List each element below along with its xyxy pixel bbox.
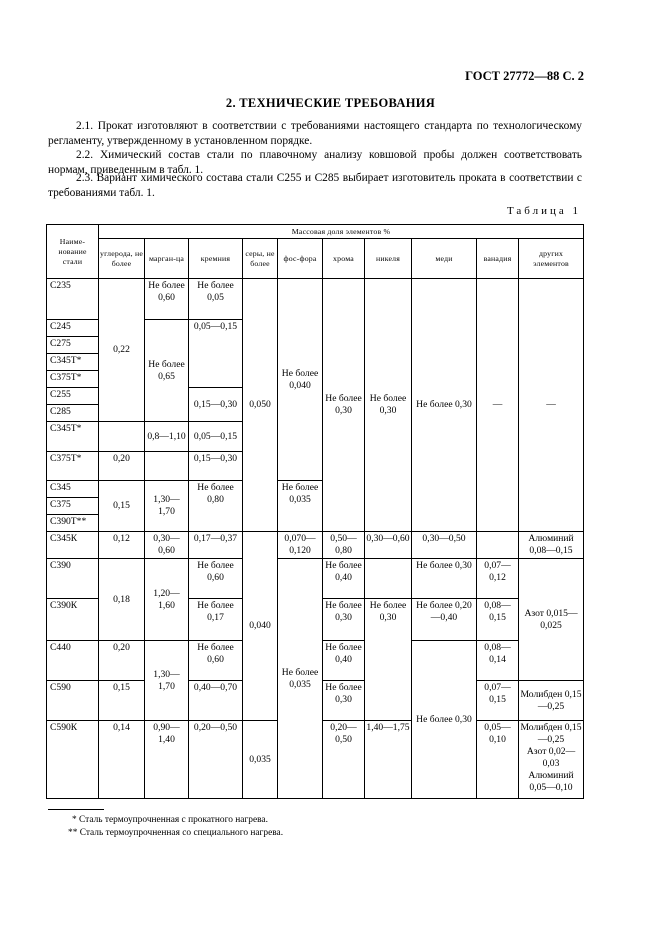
header-nickel: никеля: [365, 239, 412, 279]
ni-c345k: 0,30—0,60: [365, 532, 412, 559]
cr-c345k: 0,50—0,80: [323, 532, 365, 559]
c-c345k: 0,12: [99, 532, 145, 559]
ni-group1: Не более 0,30: [365, 279, 412, 532]
v-c390k: 0,08—0,15: [477, 599, 519, 641]
cu-c390: Не более 0,30: [412, 559, 477, 599]
c-c590k: 0,14: [99, 721, 145, 799]
grade-c590: С590: [47, 681, 99, 721]
si-c390k: Не более 0,17: [189, 599, 243, 641]
empty-ni-c390: [365, 559, 412, 599]
section-title: 2. ТЕХНИЧЕСКИЕ ТРЕБОВАНИЯ: [225, 96, 436, 110]
grade-c590k: С590К: [47, 721, 99, 799]
grade-c375t-2: С375Т*: [47, 452, 99, 481]
s-group2: 0,040: [243, 532, 278, 721]
p-c345k: 0,070—0,120: [278, 532, 323, 559]
cr-c590k: 0,20—0,50: [323, 721, 365, 799]
grade-c390k: С390К: [47, 599, 99, 641]
si-c440: Не более 0,60: [189, 641, 243, 681]
mn-c345: 1,30—1,70: [145, 481, 189, 532]
header-silicon: кремния: [189, 239, 243, 279]
mn-c235: Не более 0,60: [145, 279, 189, 320]
grade-c375t: С375Т*: [47, 371, 99, 388]
other-c590k-aluminium: Алюминий 0,05—0,10: [528, 770, 574, 793]
cu-c390k: Не более 0,20—0,40: [412, 599, 477, 641]
paragraph-2-3: 2.3. Вариант химического состава стали С255 и С285 выбирает изготовитель проката в соответствии с требованиями табл. 1.: [48, 172, 582, 199]
ni-group2: Не более 0,30: [365, 599, 412, 721]
grade-c440: С440: [47, 641, 99, 681]
cr-group1: Не более 0,30: [323, 279, 365, 532]
header-manganese: марган-ца: [145, 239, 189, 279]
cr-c390k: Не более 0,30: [323, 599, 365, 641]
grade-c375: С375: [47, 498, 99, 515]
grade-c345: С345: [47, 481, 99, 498]
si-group1: 0,05—0,15: [189, 320, 243, 388]
c-c375t: 0,20: [99, 452, 145, 481]
v-c590k: 0,05—0,10: [477, 721, 519, 799]
other-c590k: [519, 721, 584, 799]
empty-c-c345t: [99, 422, 145, 452]
mn-c390: 1,20—1,60: [145, 559, 189, 641]
si-c345k: 0,17—0,37: [189, 532, 243, 559]
empty-mn-c375t: [145, 452, 189, 481]
cu-c345k: 0,30—0,50: [412, 532, 477, 559]
cu-group3: Не более 0,30: [412, 641, 477, 799]
c-c345: 0,15: [99, 481, 145, 532]
v-c440: 0,08—0,14: [477, 641, 519, 681]
v-c590: 0,07—0,15: [477, 681, 519, 721]
header-others: других элементов: [519, 239, 584, 279]
grade-c235: С235: [47, 279, 99, 320]
grade-c285: С285: [47, 405, 99, 422]
footnote-2: ** Сталь термоупрочненная со специального нагрева.: [68, 828, 284, 838]
footnote-divider: [48, 809, 104, 810]
c-c440: 0,20: [99, 641, 145, 681]
header-sulfur: серы, не более: [243, 239, 278, 279]
mn-c590k: 0,90—1,40: [145, 721, 189, 799]
header-chromium: хрома: [323, 239, 365, 279]
ni-c590k: 1,40—1,75: [365, 721, 412, 799]
p-group2: Не более 0,035: [278, 559, 323, 799]
si-c255: 0,15—0,30: [189, 388, 243, 422]
header-copper: меди: [412, 239, 477, 279]
other-group1: —: [519, 279, 584, 532]
grade-c390: С390: [47, 559, 99, 599]
si-c345: Не более 0,80: [189, 481, 243, 532]
other-c590k-molybdenum: Молибден 0,15—0,25: [520, 722, 582, 745]
cr-c440: Не более 0,40: [323, 641, 365, 681]
header-carbon: углерода, не более: [99, 239, 145, 279]
other-c590: Молибден 0,15—0,25: [519, 681, 584, 721]
c-c390: 0,18: [99, 559, 145, 641]
other-c390: Азот 0,015—0,025: [519, 559, 584, 681]
v-group1: —: [477, 279, 519, 532]
si-c590: 0,40—0,70: [189, 681, 243, 721]
header-phosphorus: фос-фора: [278, 239, 323, 279]
p-group1: Не более 0,040: [278, 279, 323, 481]
footnote-1: * Сталь термоупрочненная с прокатного нагрева.: [72, 815, 268, 825]
p-c345: Не более 0,035: [278, 481, 323, 532]
c-group1: 0,22: [99, 279, 145, 422]
header-mass-fraction: Массовая доля элементов %: [99, 225, 584, 239]
c-c590: 0,15: [99, 681, 145, 721]
cu-group1: Не более 0,30: [412, 279, 477, 532]
mn-c440: 1,30—1,70: [145, 641, 189, 721]
table-label: Таблица 1: [506, 205, 581, 217]
mn-c345t: 0,8—1,10: [145, 422, 189, 452]
grade-c345t-2: С345Т*: [47, 422, 99, 452]
grade-c275: С275: [47, 337, 99, 354]
v-c390: 0,07—0,12: [477, 559, 519, 599]
grade-c390t: С390Т**: [47, 515, 99, 532]
grade-c345k: С345К: [47, 532, 99, 559]
si-c235: Не более 0,05: [189, 279, 243, 320]
si-c345t: 0,05—0,15: [189, 422, 243, 452]
header-grade: Наиме-нование стали: [47, 225, 99, 279]
other-c590k-nitrogen: Азот 0,02—0,03: [526, 746, 576, 769]
other-c345k: Алюминий 0,08—0,15: [519, 532, 584, 559]
grade-c245: С245: [47, 320, 99, 337]
grade-c255: С255: [47, 388, 99, 405]
mn-c345k: 0,30—0,60: [145, 532, 189, 559]
cr-c390: Не более 0,40: [323, 559, 365, 599]
paragraph-2-1: 2.1. Прокат изготовляют в соответствии с требованиями настоящего стандарта по технологическому регламенту, утвержденному в установленном порядке.: [48, 120, 582, 147]
chemical-composition-table: [46, 224, 584, 799]
page-header: ГОСТ 27772—88 С. 2: [465, 69, 584, 83]
grade-c345t: С345Т*: [47, 354, 99, 371]
si-c390: Не более 0,60: [189, 559, 243, 599]
s-group1: 0,050: [243, 279, 278, 532]
si-c375t: 0,15—0,30: [189, 452, 243, 481]
empty-v-c345k: [477, 532, 519, 559]
paragraph-2-2: 2.2. Химический состав стали по плавочному анализу ковшовой пробы должен соответствовать нормам, приведенным в табл. 1.: [48, 149, 582, 176]
si-c590k: 0,20—0,50: [189, 721, 243, 799]
header-vanadium: ванадия: [477, 239, 519, 279]
s-c590k: 0,035: [243, 721, 278, 799]
cr-c590: Не более 0,30: [323, 681, 365, 721]
mn-group1: Не более 0,65: [145, 320, 189, 422]
